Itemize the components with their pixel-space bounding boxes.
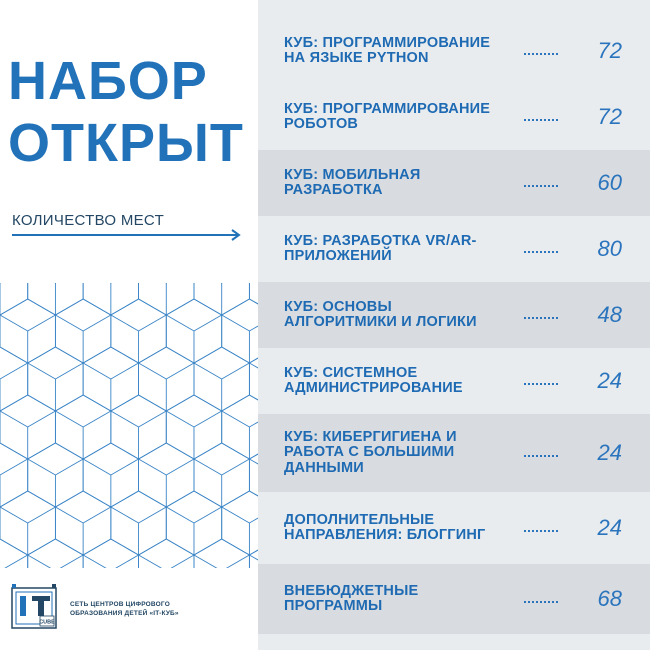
pattern-line [249,459,258,475]
pattern-line [0,459,28,475]
pattern-line [249,555,258,568]
program-name: КУБ: РАЗРАБОТКА VR/AR-ПРИЛОЖЕНИЙ [284,232,477,264]
pattern-line [194,395,222,411]
pattern-line [139,555,167,568]
program-row [258,564,650,634]
pattern-line [222,459,250,475]
pattern-line [55,363,83,379]
pattern-line [249,411,258,427]
pattern-line [111,555,139,568]
pattern-line [83,315,111,331]
pattern-line [83,443,111,459]
pattern-line [0,347,28,363]
pattern-line [28,315,56,331]
dotted-leader [524,455,558,457]
pattern-line [194,363,222,379]
program-name: ВНЕБЮДЖЕТНЫЕ ПРОГРАММЫ [284,582,419,614]
arrow-right-icon [12,227,244,243]
program-seats: 72 [597,38,622,63]
pattern-line [83,555,111,568]
program-seats: 60 [597,170,622,195]
program-seats: 24 [597,368,622,393]
dotted-leader [524,383,558,385]
pattern-line [222,315,250,331]
pattern-line [28,539,56,555]
pattern-line [139,443,167,459]
program-row [258,216,650,282]
pattern-line [0,539,28,555]
pattern-line [222,299,250,315]
program-name: КУБ: ПРОГРАММИРОВАНИЕ РОБОТОВ [284,100,491,132]
program-seats: 80 [597,236,622,261]
logo-caption [70,600,179,618]
headline-line-2: ОТКРЫТ [8,113,244,173]
pattern-line [139,459,167,475]
pattern-line [139,363,167,379]
program-name: КУБ: МОБИЛЬНАЯ РАЗРАБОТКА [284,166,421,198]
dotted-leader [524,251,558,253]
pattern-line [111,347,139,363]
pattern-line [222,491,250,507]
program-seats: 24 [597,440,622,465]
pattern-line [55,347,83,363]
pattern-line [222,443,250,459]
pattern-line [166,299,194,315]
pattern-line [55,555,83,568]
pattern-line [111,363,139,379]
pattern-line [194,539,222,555]
pattern-line [166,539,194,555]
pattern-line [194,555,222,568]
pattern-line [139,299,167,315]
pattern-line [0,299,28,315]
pattern-line [222,507,250,523]
pattern-line [222,395,250,411]
headline-line-1: НАБОР [8,51,208,111]
pattern-line [111,491,139,507]
pattern-line [166,315,194,331]
programs-panel [258,0,650,650]
pattern-line [28,555,56,568]
pattern-line [249,347,258,363]
pattern-line [222,411,250,427]
pattern-line [0,395,28,411]
pattern-line [111,507,139,523]
pattern-line [28,347,56,363]
pattern-line [0,507,28,523]
pattern-line [28,411,56,427]
pattern-line [222,555,250,568]
program-row [258,18,650,84]
pattern-line [83,395,111,411]
pattern-line [249,507,258,523]
pattern-line [166,555,194,568]
pattern-line [139,491,167,507]
pattern-line [166,411,194,427]
pattern-line [83,539,111,555]
pattern-line [194,443,222,459]
logo [10,582,255,632]
dotted-leader [524,530,558,532]
pattern-line [55,459,83,475]
pattern-line [111,315,139,331]
pattern-line [83,299,111,315]
pattern-line [111,411,139,427]
pattern-line [194,347,222,363]
pattern-line [194,491,222,507]
pattern-line [83,491,111,507]
program-row [258,84,650,150]
pattern-line [55,411,83,427]
pattern-line [139,411,167,427]
program-seats: 68 [597,586,622,611]
pattern-line [249,491,258,507]
pattern-line [0,443,28,459]
pattern-line [249,315,258,331]
pattern-line [83,507,111,523]
logo-caption-line-1: СЕТЬ ЦЕНТРОВ ЦИФРОВОГО [70,601,170,608]
dotted-leader [524,185,558,187]
pattern-line [166,363,194,379]
pattern-line [55,539,83,555]
pattern-line [55,315,83,331]
program-row [258,492,650,564]
program-row [258,414,650,492]
pattern-line [166,443,194,459]
program-seats: 72 [597,104,622,129]
pattern-line [55,443,83,459]
pattern-line [139,315,167,331]
cube-pattern-decoration [0,283,258,568]
pattern-line [83,363,111,379]
program-row [258,150,650,216]
dotted-leader [524,119,558,121]
pattern-line [0,315,28,331]
pattern-line [28,443,56,459]
pattern-line [28,395,56,411]
pattern-line [111,395,139,411]
pattern-line [111,299,139,315]
program-seats: 24 [597,515,622,540]
dotted-leader [524,601,558,603]
pattern-line [0,411,28,427]
pattern-line [249,299,258,315]
logo-caption-line-2: ОБРАЗОВАНИЯ ДЕТЕЙ «IT-КУБ» [70,610,179,617]
pattern-line [28,459,56,475]
pattern-line [111,459,139,475]
pattern-line [194,315,222,331]
page-title [8,50,244,174]
pattern-line [28,299,56,315]
pattern-line [28,491,56,507]
pattern-line [139,507,167,523]
pattern-line [222,363,250,379]
dotted-leader [524,317,558,319]
pattern-line [139,395,167,411]
pattern-line [28,363,56,379]
pattern-line [166,459,194,475]
pattern-line [83,459,111,475]
pattern-line [55,491,83,507]
program-name: КУБ: ПРОГРАММИРОВАНИЕ НА ЯЗЫКЕ PYTHON [284,34,491,66]
pattern-line [166,347,194,363]
pattern-line [166,491,194,507]
program-row [258,348,650,414]
pattern-line [0,491,28,507]
seats-count-label: КОЛИЧЕСТВО МЕСТ [12,212,165,229]
pattern-line [111,539,139,555]
pattern-line [139,347,167,363]
pattern-line [55,299,83,315]
pattern-line [194,411,222,427]
pattern-line [55,507,83,523]
pattern-line [83,411,111,427]
pattern-line [194,507,222,523]
program-name: КУБ: ОСНОВЫ АЛГОРИТМИКИ И ЛОГИКИ [284,298,477,330]
svg-text:CUBE: CUBE [39,619,55,626]
pattern-line [0,363,28,379]
it-cube-logo-icon [10,582,62,632]
pattern-line [249,363,258,379]
program-name: КУБ: СИСТЕМНОЕ АДМИНИСТРИРОВАНИЕ [284,364,463,396]
pattern-line [0,555,28,568]
program-name: КУБ: КИБЕРГИГИЕНА И РАБОТА С БОЛЬШИМИ ДАННЫМИ [284,428,457,476]
pattern-line [55,395,83,411]
program-row [258,282,650,348]
pattern-line [166,395,194,411]
pattern-line [111,443,139,459]
pattern-line [139,539,167,555]
pattern-line [249,443,258,459]
pattern-line [28,507,56,523]
program-name: ДОПОЛНИТЕЛЬНЫЕ НАПРАВЛЕНИЯ: БЛОГГИНГ [284,511,486,543]
pattern-line [83,347,111,363]
pattern-line [194,299,222,315]
program-seats: 48 [597,302,622,327]
pattern-line [222,347,250,363]
pattern-line [249,539,258,555]
pattern-line [166,507,194,523]
pattern-line [222,539,250,555]
pattern-line [194,459,222,475]
pattern-line [249,395,258,411]
left-panel [0,0,258,650]
dotted-leader [524,53,558,55]
